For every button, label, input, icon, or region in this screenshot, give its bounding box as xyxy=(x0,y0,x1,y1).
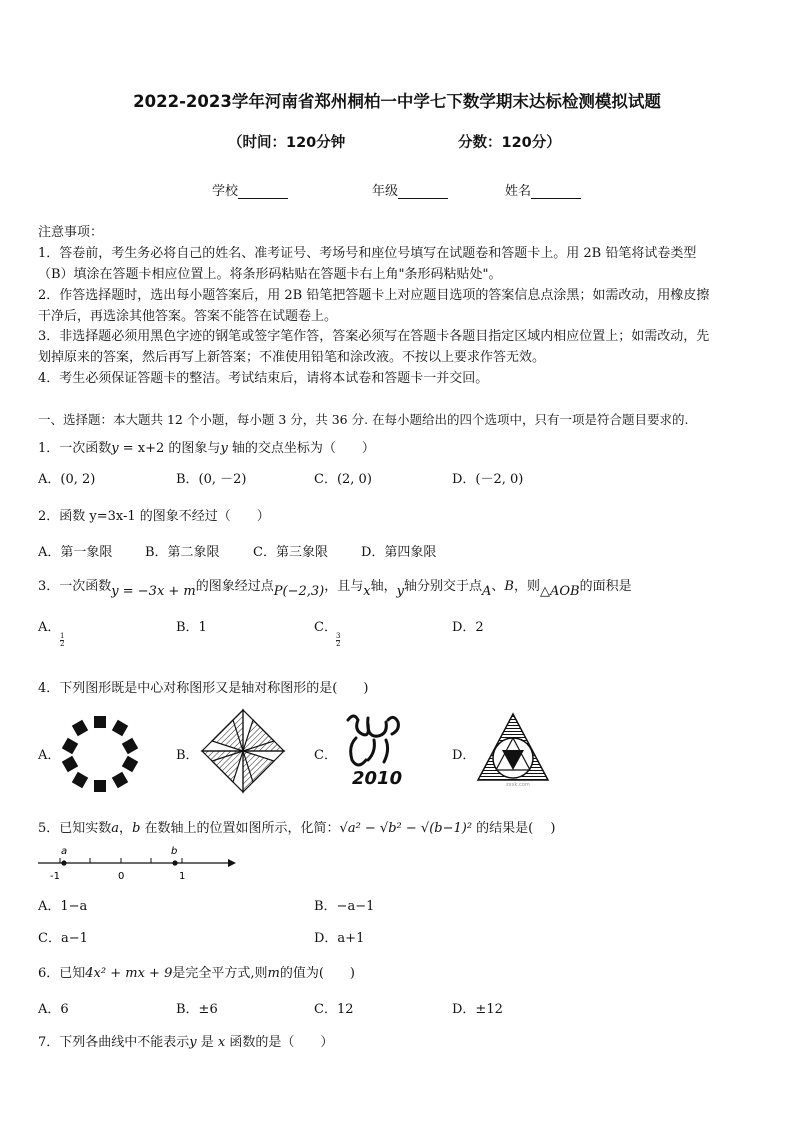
q2-option-d: D．第四象限 xyxy=(361,545,437,560)
q4-figure-d-triangle-circle xyxy=(476,712,550,786)
q3-option-d: D．2 xyxy=(452,620,484,635)
notice-line: 2．作答选择题时，选出每小题答案后，用 2B 铅笔把答题卡上对应题目选项的答案信息点涂黑；如需改动，用橡皮擦 xyxy=(38,288,710,303)
q1-stem-a: 1．一次函数 xyxy=(38,441,112,456)
q3-option-a: A． xyxy=(38,620,61,635)
q1-option-d: D．(－2, 0) xyxy=(452,472,524,487)
q3-stem-a: 3．一次函数 xyxy=(38,579,112,594)
grade-blank xyxy=(398,184,448,199)
q4-c-logo-text: 2010 xyxy=(352,768,403,789)
q5-axis-zero: 0 xyxy=(118,871,125,882)
question-2-stem: 2．函数 y=3x-1 的图象不经过（ ） xyxy=(38,509,270,524)
q3-expr: y = −3x + m xyxy=(111,584,196,599)
q6-option-a: A．6 xyxy=(38,1002,69,1017)
q4-figure-c-logo xyxy=(338,710,408,790)
q6-stem-c: 的值为( ) xyxy=(279,966,355,981)
name-blank xyxy=(531,184,581,199)
q6-option-c: C．12 xyxy=(314,1002,354,1017)
q5-option-b: B．−a−1 xyxy=(314,899,375,914)
q5-option-d: D．a+1 xyxy=(314,931,365,946)
question-5-stem xyxy=(38,817,555,836)
q1-stem-e: 轴的交点坐标为（ ） xyxy=(227,441,375,456)
score-label: 分数：120分） xyxy=(458,135,561,151)
q3-var-x: x xyxy=(363,584,371,599)
q4-option-a: A． xyxy=(38,748,61,763)
q5-var-a: a xyxy=(111,821,120,836)
q3-frac-a-num: 1 xyxy=(60,632,65,640)
time-label: （时间：120分钟 xyxy=(228,135,346,151)
school-field xyxy=(212,180,288,199)
q5-axis-a: a xyxy=(61,846,68,857)
q6-option-d: D．±12 xyxy=(452,1002,503,1017)
q6-var-m: m xyxy=(267,966,280,981)
q5-axis-one: 1 xyxy=(179,871,186,882)
q3-option-a-fraction xyxy=(60,630,64,649)
q5-option-c: C．a−1 xyxy=(38,931,88,946)
q6-expr: 4x² + mx + 9 xyxy=(85,966,173,981)
q5-var-b: b xyxy=(132,821,141,836)
notice-line: 划掉原来的答案，然后再写上新答案；不准使用铅笔和涂改液。不按以上要求作答无效。 xyxy=(38,350,546,365)
school-label: 学校 xyxy=(212,184,239,199)
q1-stem-c: = x+2 的图象与 xyxy=(118,441,221,456)
notice-line: 3．非选择题必须用黑色字迹的钢笔或签字笔作答，答案必须写在答题卡各题目指定区域内相应位置上；如需改动，先 xyxy=(38,329,710,344)
q4-d-watermark: zxxk.com xyxy=(506,782,530,786)
question-7-stem xyxy=(38,1031,333,1050)
notice-line: （B）填涂在答题卡相应位置上。将条形码粘贴在答题卡右上角"条形码粘贴处"。 xyxy=(38,267,502,282)
q3-point: P(−2,3) xyxy=(273,584,325,599)
q4-option-d: D． xyxy=(452,748,476,763)
question-6-stem xyxy=(38,962,355,981)
page-title: 2022-2023学年河南省郑州桐柏一中学七下数学期末达标检测模拟试题 xyxy=(133,92,661,111)
question-1-stem xyxy=(38,437,375,456)
q4-option-b: B． xyxy=(176,748,199,763)
notice-line: 1．答卷前，考生务必将自己的姓名、准考证号、考场号和座位号填写在试题卷和答题卡上。用 2B 铅笔将试卷类型 xyxy=(38,246,697,261)
q1-option-c: C．(2, 0) xyxy=(314,472,372,487)
q4-figure-a-ring-of-squares xyxy=(60,714,140,794)
q5-number-line xyxy=(36,842,240,882)
q2-option-b: B．第二象限 xyxy=(145,545,220,560)
q5-stem-d: 的结果是( ) xyxy=(472,821,556,836)
q3-option-c: C． xyxy=(314,620,337,635)
name-label: 姓名 xyxy=(505,184,532,199)
notice-line: 4．考生必须保证答题卡的整洁。考试结束后，请将本试卷和答题卡一并交回。 xyxy=(38,371,489,386)
q3-sep: 、 xyxy=(491,579,505,594)
q3-point-b: B xyxy=(504,579,514,594)
grade-label: 年级 xyxy=(372,184,399,199)
q3-stem-e: 轴分别交于点 xyxy=(403,579,482,594)
q5-axis-minus-one: -1 xyxy=(50,871,60,882)
q5-axis-b: b xyxy=(171,846,178,857)
q1-option-b: B．(0, －2) xyxy=(176,472,247,487)
q5-option-a: A．1−a xyxy=(38,899,88,914)
grade-field xyxy=(372,180,448,199)
q1-var-y2: y xyxy=(220,441,228,456)
q7-var-x: x xyxy=(217,1035,226,1050)
q2-option-a: A．第一象限 xyxy=(38,545,113,560)
q7-stem-a: 7．下列各曲线中不能表示 xyxy=(38,1035,190,1050)
school-blank xyxy=(238,184,288,199)
q3-var-y: y xyxy=(396,584,404,599)
q5-expr: √a² − √b² − √(b−1)² xyxy=(339,821,473,836)
q3-option-c-fraction xyxy=(336,630,340,649)
q3-stem-g: 的面积是 xyxy=(579,579,632,594)
notice-heading: 注意事项： xyxy=(38,225,104,240)
q6-option-b: B．±6 xyxy=(176,1002,218,1017)
section-heading: 一、选择题：本大题共 12 个小题，每小题 3 分，共 36 分. 在每小题给出的四个选项中，只有一项是符合题目要求的. xyxy=(38,412,689,427)
q5-stem-b: ， xyxy=(119,821,133,836)
q3-stem-c: ，且与 xyxy=(324,579,364,594)
q1-option-a: A．(0, 2) xyxy=(38,472,96,487)
q5-stem-c: 在数轴上的位置如图所示，化简： xyxy=(140,821,340,836)
q3-stem-f: ，则 xyxy=(513,579,540,594)
question-3-stem xyxy=(38,575,632,599)
q3-frac-a-den: 2 xyxy=(60,640,65,648)
q6-stem-b: 是完全平方式,则 xyxy=(172,966,268,981)
q3-option-b: B．1 xyxy=(176,620,207,635)
q3-stem-b: 的图象经过点 xyxy=(195,579,274,594)
question-4-stem: 4．下列图形既是中心对称图形又是轴对称图形的是( ) xyxy=(38,681,369,696)
q1-var-y: y xyxy=(111,441,119,456)
q5-stem-a: 5．已知实数 xyxy=(38,821,112,836)
q3-frac-c-num: 3 xyxy=(336,632,341,640)
q4-option-c: C． xyxy=(314,748,337,763)
q3-point-a: A xyxy=(482,584,492,599)
q3-stem-d: 轴， xyxy=(370,579,397,594)
q3-triangle: △AOB xyxy=(539,584,580,599)
name-field xyxy=(505,180,581,199)
q6-stem-a: 6．已知 xyxy=(38,966,86,981)
notice-line: 干净后，再选涂其他答案。答案不能答在试题卷上。 xyxy=(38,309,338,324)
q7-var-y: y xyxy=(189,1035,197,1050)
q4-figure-b-pinwheel xyxy=(200,708,286,794)
q3-frac-c-den: 2 xyxy=(336,640,341,648)
q2-option-c: C．第三象限 xyxy=(253,545,328,560)
q7-stem-c: 函数的是（ ） xyxy=(225,1035,334,1050)
q7-stem-b: 是 xyxy=(196,1035,218,1050)
